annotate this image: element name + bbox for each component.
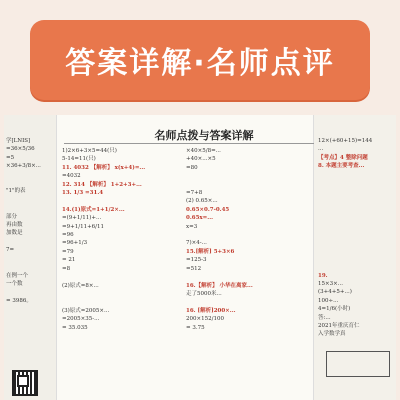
text-line: 答:...	[318, 314, 331, 321]
text-line	[318, 171, 394, 179]
text-line	[186, 231, 306, 239]
text-line: ×36+3/8×...	[6, 163, 41, 170]
text-line: =(9+1/11)+...	[62, 215, 102, 222]
text-line	[186, 172, 306, 180]
text-line	[186, 273, 306, 281]
text-line: (2) 0.65×...	[186, 198, 218, 205]
text-line: 2021年重庆育仁	[318, 322, 360, 329]
text-line: 8. 本题主要考查...	[318, 163, 365, 170]
text-line: 19.	[318, 272, 328, 279]
text-line	[318, 255, 394, 263]
text-line: +40×...×5	[186, 156, 216, 163]
text-line	[62, 273, 182, 281]
text-line: 部分	[6, 213, 18, 220]
text-line	[6, 288, 54, 296]
text-line	[186, 298, 306, 306]
text-line: = 3.75	[186, 324, 205, 331]
text-line	[6, 305, 54, 313]
text-line: =7+8	[186, 190, 203, 197]
text-line: = 35.035	[62, 324, 88, 331]
text-line: =125-3	[186, 257, 207, 264]
right-column	[318, 137, 394, 339]
text-line: =96	[62, 232, 74, 239]
text-line	[6, 330, 54, 338]
text-line: 0.65×0.7-0.45	[186, 206, 230, 213]
text-line: (3)原式=2005×...	[62, 307, 110, 314]
text-line: 7)×4-...	[186, 240, 207, 247]
text-line: (3+4+5+...)	[318, 289, 352, 296]
text-line	[62, 197, 182, 205]
text-line: =80	[186, 164, 198, 171]
text-line	[62, 290, 182, 298]
text-line: =8	[62, 265, 71, 272]
middle-column	[62, 147, 182, 332]
banner-title: 答案详解·名师点评	[65, 46, 335, 81]
text-line	[6, 171, 54, 179]
text-line: =512	[186, 265, 202, 272]
text-line: ×40×5/8=...	[186, 148, 221, 154]
text-line	[6, 322, 54, 330]
text-line: = 3986。	[6, 297, 32, 304]
text-line	[6, 238, 54, 246]
text-line: 16. [解析]200×...	[186, 307, 236, 314]
middle-column-2	[186, 147, 306, 332]
text-line: =79	[62, 248, 74, 255]
text-line	[186, 181, 306, 189]
text-line: 13. 1/3 =31.4	[62, 190, 104, 197]
text-line: 12. 314 【解析】 1+2+3+...	[62, 181, 142, 188]
text-line: 15.[解析] 5+3×6	[186, 248, 235, 255]
text-line: 走了5000米...	[186, 290, 222, 297]
text-line: 在例一个	[6, 272, 29, 279]
text-line: x=3	[186, 223, 198, 230]
text-line	[62, 298, 182, 306]
text-line: =9+1/11+6/11	[62, 223, 105, 230]
text-line: = 21	[62, 257, 76, 264]
text-line	[318, 187, 394, 195]
title-divider	[64, 143, 314, 144]
text-line: 200×152/100	[186, 316, 224, 323]
text-line: 15×3×...	[318, 280, 343, 287]
text-line	[318, 238, 394, 246]
text-line	[318, 204, 394, 212]
text-line	[6, 263, 54, 271]
text-line: 0.65x=...	[186, 215, 214, 222]
text-line: "1"的表	[6, 188, 26, 195]
text-line: 学[LNIS]	[6, 138, 31, 144]
text-line	[6, 255, 54, 263]
text-line	[318, 213, 394, 221]
text-line: 12×(+60+15)=144	[318, 138, 373, 144]
text-line	[318, 263, 394, 271]
text-line: 14.(1)原式=1+1/2×...	[62, 206, 125, 213]
text-line	[318, 246, 394, 254]
text-line: =36×5/36	[6, 146, 35, 153]
text-line: =96+1/3	[62, 240, 88, 247]
text-line	[6, 314, 54, 322]
text-line: 再由数	[6, 222, 23, 229]
text-line: 16.【解析】 小华在离家...	[186, 282, 253, 289]
title-banner	[30, 20, 370, 100]
text-line: 100÷...	[318, 297, 339, 304]
left-column	[6, 137, 54, 339]
text-line: =4032	[62, 173, 81, 180]
text-line: 【考点】4 整除问题	[318, 154, 368, 161]
text-line	[318, 196, 394, 204]
qr-code-icon	[12, 370, 38, 396]
text-line	[6, 196, 54, 204]
text-line: ...	[318, 146, 324, 153]
answer-sheet	[4, 115, 396, 400]
text-line: 7=	[6, 247, 15, 254]
text-line: 加数是	[6, 230, 23, 237]
text-line: 一个数	[6, 280, 23, 287]
text-line	[6, 204, 54, 212]
text-line: 4=1/6(小时)	[318, 306, 351, 313]
text-line: 5-14=11(只)	[62, 156, 96, 163]
text-line	[318, 179, 394, 187]
sheet-title: 名师点拨与答案详解	[154, 129, 254, 142]
text-line	[6, 179, 54, 187]
text-line	[318, 229, 394, 237]
exam-box	[326, 351, 390, 377]
text-line: 入学数学真	[318, 331, 346, 338]
text-line: 1)2×6+3×5=44(只)	[62, 148, 117, 154]
text-line	[318, 221, 394, 229]
text-line: 11. 4032 【解析】 x(x+4)=...	[62, 164, 146, 171]
text-line: =2005×35-...	[62, 316, 100, 323]
text-line: (2)原式=8×...	[62, 282, 99, 289]
text-line: =5	[6, 154, 15, 161]
